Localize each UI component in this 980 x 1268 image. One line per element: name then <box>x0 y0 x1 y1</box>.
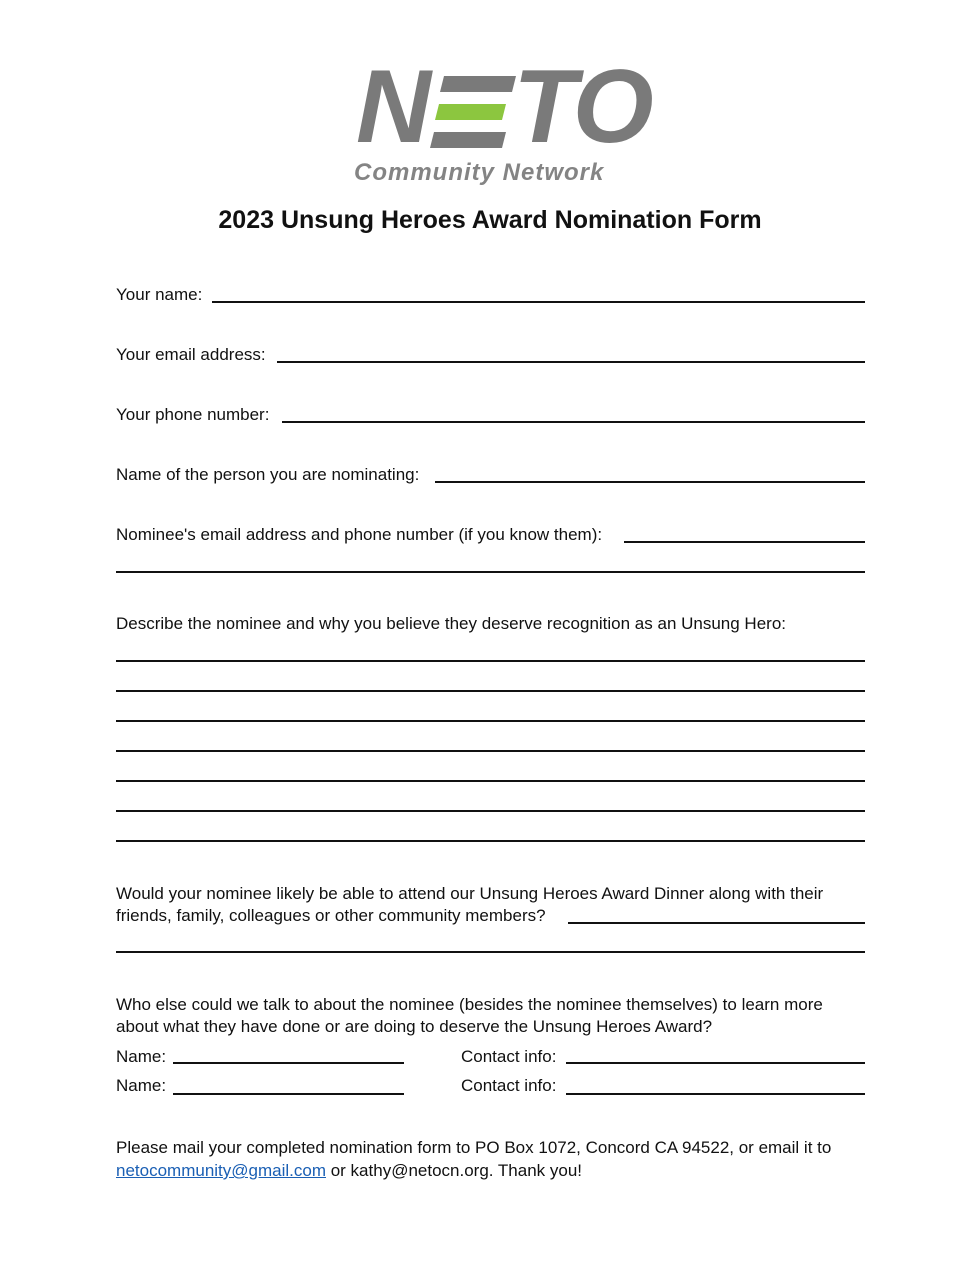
reference-name-label: Name: <box>116 1047 167 1066</box>
reference-contact-label: Contact info: <box>461 1047 557 1066</box>
your-name-field[interactable] <box>212 301 865 303</box>
references-question-line1: Who else could we talk to about the nominee (besides the nominee themselves) to learn more <box>116 995 823 1014</box>
email-link[interactable]: netocommunity@gmail.com <box>116 1161 326 1180</box>
your-phone-label: Your phone number: <box>116 405 270 424</box>
describe-line[interactable] <box>116 840 865 842</box>
describe-line[interactable] <box>116 720 865 722</box>
footer-instructions <box>116 1136 876 1182</box>
footer-line1: Please mail your completed nomination form to PO Box 1072, Concord CA 94522, or email it to <box>116 1138 832 1157</box>
describe-prompt: Describe the nominee and why you believe they deserve recognition as an Unsung Hero: <box>116 614 787 633</box>
describe-line[interactable] <box>116 810 865 812</box>
nominee-name-label: Name of the person you are nominating: <box>116 465 420 484</box>
dinner-answer-field-line2[interactable] <box>116 951 865 953</box>
footer-line2: or kathy@netocn.org. Thank you! <box>326 1161 583 1180</box>
describe-line[interactable] <box>116 780 865 782</box>
reference-contact-field[interactable] <box>566 1062 865 1064</box>
reference-name-field[interactable] <box>173 1062 404 1064</box>
logo-tagline: Community Network <box>354 159 605 186</box>
describe-line[interactable] <box>116 690 865 692</box>
neto-logo <box>340 49 652 192</box>
logo-wordmark: N TO <box>356 49 652 165</box>
nominee-name-field[interactable] <box>435 481 865 483</box>
your-phone-field[interactable] <box>282 421 865 423</box>
nominee-contact-label: Nominee's email address and phone number (if you know them): <box>116 525 603 544</box>
dinner-answer-field[interactable] <box>568 922 865 924</box>
your-name-label: Your name: <box>116 285 203 304</box>
reference-name-field[interactable] <box>173 1093 404 1095</box>
your-email-label: Your email address: <box>116 345 266 364</box>
describe-line[interactable] <box>116 660 865 662</box>
dinner-question-line1: Would your nominee likely be able to attend our Unsung Heroes Award Dinner along with their <box>116 884 824 903</box>
references-question-line2: about what they have done or are doing to deserve the Unsung Heroes Award? <box>116 1017 713 1036</box>
nominee-contact-field[interactable] <box>624 541 865 543</box>
page-title: 2023 Unsung Heroes Award Nomination Form <box>218 206 762 234</box>
reference-contact-label: Contact info: <box>461 1076 557 1095</box>
dinner-question-line2: friends, family, colleagues or other community members? <box>116 906 546 925</box>
logo-e-bars-icon <box>430 76 516 148</box>
your-email-field[interactable] <box>277 361 865 363</box>
describe-line[interactable] <box>116 750 865 752</box>
reference-name-label: Name: <box>116 1076 167 1095</box>
nominee-contact-field-line2[interactable] <box>116 571 865 573</box>
reference-contact-field[interactable] <box>566 1093 865 1095</box>
